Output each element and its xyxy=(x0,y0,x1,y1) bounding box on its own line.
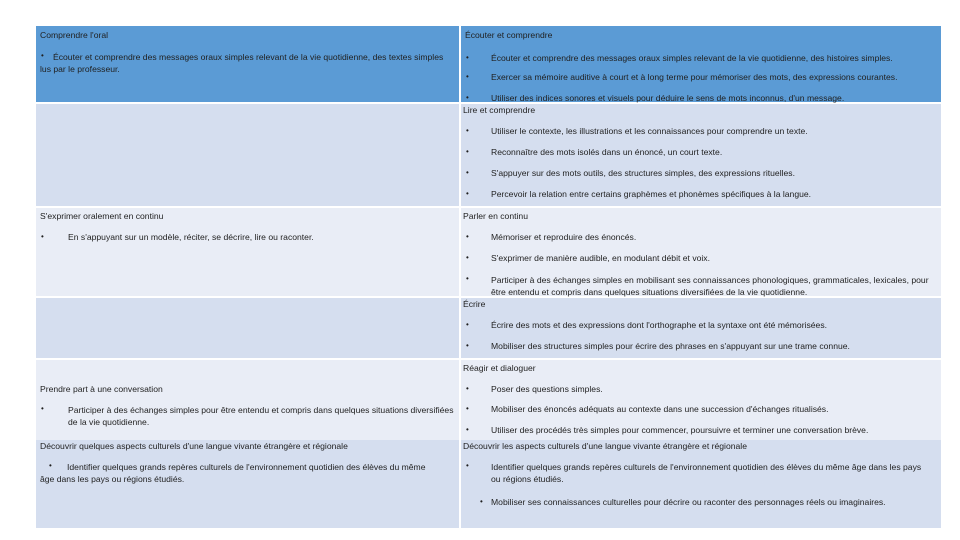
bullet-icon: • xyxy=(466,147,469,156)
ecrire-title: Écrire xyxy=(463,299,486,309)
bullet-icon: • xyxy=(466,320,469,329)
continu-item: En s'appuyant sur un modèle, réciter, se décrire, lire ou raconter. xyxy=(68,232,314,242)
reagir-item-1: Poser des questions simples. xyxy=(491,384,603,394)
parler-item-1: Mémoriser et reproduire des énoncés. xyxy=(491,232,637,242)
reagir-item-3: Utiliser des procédés très simples pour commencer, poursuivre et terminer une conversation brève. xyxy=(491,425,869,435)
cell-culture-left xyxy=(36,440,459,528)
bullet-icon: • xyxy=(466,404,469,413)
cell-comprendre-oral xyxy=(36,26,459,102)
bullet-icon: • xyxy=(466,168,469,177)
ecouter-item-3: Utiliser des indices sonores et visuels pour déduire le sens de mots inconnus, d'un message. xyxy=(491,93,845,103)
cell-conversation xyxy=(36,360,459,440)
lire-item-2: Reconnaître des mots isolés dans un énoncé, un court texte. xyxy=(491,147,723,157)
bullet-icon: • xyxy=(480,497,483,506)
cell-lire-comprendre xyxy=(461,104,941,206)
cell-exprimer-continu xyxy=(36,208,459,296)
cell-reagir-dialoguer xyxy=(461,360,941,440)
reagir-item-2: Mobiliser des énoncés adéquats au contexte dans une succession d'échanges ritualisés. xyxy=(491,404,829,414)
oral-item: Écouter et comprendre des messages oraux simples relevant de la vie quotidienne, des textes simples lus par le professeur. xyxy=(40,52,444,74)
bullet-icon: • xyxy=(466,425,469,434)
parler-title: Parler en continu xyxy=(463,211,528,221)
parler-item-2: S'exprimer de manière audible, en modulant débit et voix. xyxy=(491,253,710,263)
bullet-icon: • xyxy=(466,126,469,135)
bullet-icon: • xyxy=(466,53,469,62)
conv-title: Prendre part à une conversation xyxy=(40,384,163,394)
conv-item: Participer à des échanges simples pour être entendu et compris dans quelques situations diversifiées de la vie quotidienne. xyxy=(68,405,454,427)
ecouter-title: Écouter et comprendre xyxy=(465,30,553,40)
bullet-icon: • xyxy=(466,461,469,470)
bullet-icon: • xyxy=(466,341,469,350)
reagir-title: Réagir et dialoguer xyxy=(463,363,536,373)
culture-title-right: Découvrir les aspects culturels d'une langue vivante étrangère et régionale xyxy=(463,441,747,451)
bullet-icon: • xyxy=(466,93,469,102)
culture-item-left: Identifier quelques grands repères culturels de l'environnement quotidien des élèves du même âge dans les pays ou régions étudiés. xyxy=(40,462,426,484)
parler-item-3: Participer à des échanges simples en mobilisant ses connaissances phonologiques, grammaticales, lexicales, pour être entendu et compris dans quelques situations diversifiées de la vie quotidienne. xyxy=(491,275,929,297)
culture-item-right-2: Mobiliser ses connaissances culturelles pour décrire ou raconter des personnages réels ou imaginaires. xyxy=(491,497,886,507)
cell-empty-left-2 xyxy=(36,298,459,358)
ecrire-item-2: Mobiliser des structures simples pour écrire des phrases en s'appuyant sur une trame connue. xyxy=(491,341,850,351)
curriculum-table xyxy=(36,26,941,528)
lire-item-1: Utiliser le contexte, les illustrations et les connaissances pour comprendre un texte. xyxy=(491,126,808,136)
cell-culture-right xyxy=(461,440,941,528)
bullet-icon: • xyxy=(466,72,469,81)
cell-parler-continu xyxy=(461,208,941,296)
bullet-icon: • xyxy=(466,274,469,283)
bullet-icon: • xyxy=(41,51,44,60)
bullet-icon: • xyxy=(466,189,469,198)
oral-title: Comprendre l'oral xyxy=(40,30,109,40)
lire-item-4: Percevoir la relation entre certains graphèmes et phonèmes spécifiques à la langue. xyxy=(491,189,812,199)
lire-item-3: S'appuyer sur des mots outils, des structures simples, des expressions rituelles. xyxy=(491,168,795,178)
bullet-icon: • xyxy=(466,384,469,393)
ecouter-item-1: Écouter et comprendre des messages oraux simples relevant de la vie quotidienne, des histoires simples. xyxy=(491,53,893,63)
culture-title-left: Découvrir quelques aspects culturels d'une langue vivante étrangère et régionale xyxy=(40,441,348,451)
cell-empty-left xyxy=(36,104,459,206)
bullet-icon: • xyxy=(49,461,52,470)
ecrire-item-1: Écrire des mots et des expressions dont l'orthographe et la syntaxe ont été mémorisées. xyxy=(491,320,828,330)
bullet-icon: • xyxy=(41,404,44,413)
bullet-icon: • xyxy=(466,253,469,262)
culture-item-right-1: Identifier quelques grands repères culturels de l'environnement quotidien des élèves du même âge dans les pays ou régions étudiés. xyxy=(491,462,922,484)
lire-title: Lire et comprendre xyxy=(463,105,536,115)
cell-ecrire xyxy=(461,298,941,358)
ecouter-item-2: Exercer sa mémoire auditive à court et à long terme pour mémoriser des mots, des expressions courantes. xyxy=(491,72,898,82)
bullet-icon: • xyxy=(41,232,44,241)
cell-ecouter-comprendre xyxy=(461,26,941,102)
continu-title: S'exprimer oralement en continu xyxy=(40,211,164,221)
bullet-icon: • xyxy=(466,232,469,241)
